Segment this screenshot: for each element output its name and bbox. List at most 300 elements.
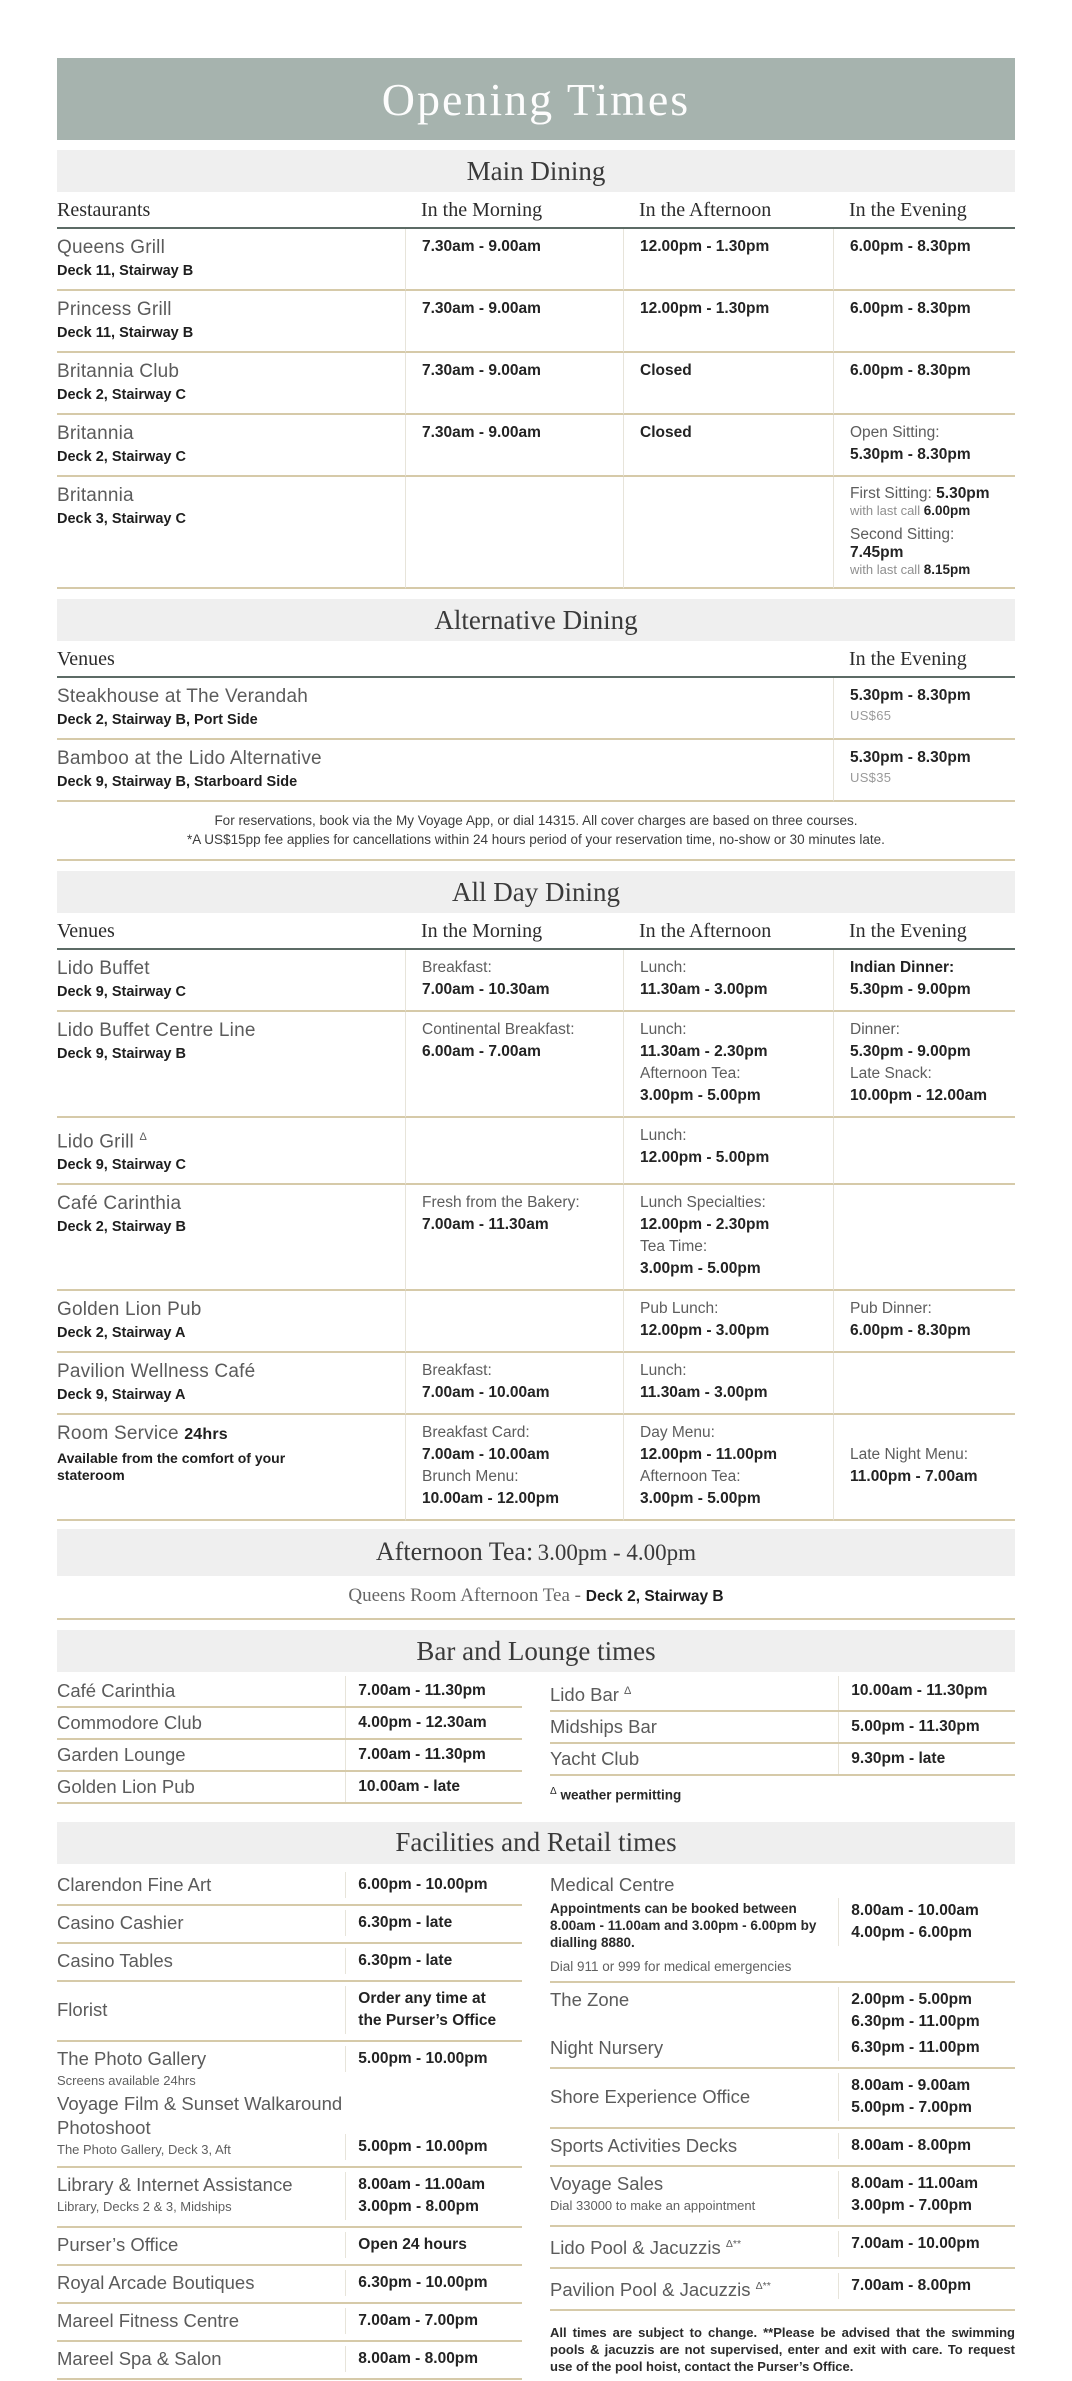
- bar-lounge-right-column: [550, 1676, 1015, 1812]
- facility-row: [550, 1987, 1015, 2035]
- meal-time: 7.30am - 9.00am: [422, 424, 541, 441]
- facility-group: [550, 2069, 1015, 2129]
- facility-time: 6.30pm - 11.00pm: [851, 2038, 980, 2056]
- venue-name: Lido Grill $^\Delta$: [57, 1131, 148, 1153]
- facility-name: Voyage Film & Sunset Walkaround Photoshoot: [57, 2092, 343, 2138]
- facility-time: 3.00pm - 7.00pm: [851, 2196, 972, 2214]
- facility-group: [57, 2228, 522, 2266]
- time-cell: [833, 1353, 1015, 1415]
- bar-time: 7.00am - 11.30pm: [345, 1676, 522, 1706]
- facility-name: Voyage Sales: [550, 2172, 664, 2194]
- facility-name: Lido Pool & Jacuzzis $^{\Delta**}$: [550, 2237, 742, 2259]
- time-cell: [623, 1353, 833, 1415]
- facility-row: [57, 2091, 522, 2160]
- facility-time: the Purser’s Office: [358, 2011, 497, 2029]
- facility-label-block: [57, 1997, 345, 2023]
- time-cell: [623, 1118, 833, 1185]
- sitting-line: [850, 485, 1005, 503]
- meal-label: Lunch Specialties:: [640, 1194, 766, 1212]
- reservation-note-line: For reservations, book via the My Voyage App, or dial 14315. All cover charges are based on three courses.: [214, 813, 858, 828]
- meal-time: 7.30am - 9.00am: [422, 362, 541, 379]
- section-bar-main-dining: [57, 150, 1015, 192]
- afternoon-tea-venue-deck: Deck 2, Stairway B: [585, 1588, 724, 1606]
- facility-group: [57, 2042, 522, 2168]
- reservation-notes: [57, 802, 1015, 861]
- sitting-time: 5.30pm: [936, 485, 990, 502]
- facility-times: [838, 1987, 1015, 2035]
- facility-sub: Screens available 24hrs: [57, 2072, 196, 2088]
- time-cell: [833, 1185, 1015, 1291]
- pool-footnote-marker: Δ**: [755, 2280, 771, 2293]
- time-cell: [405, 1118, 623, 1185]
- meal-time: 12.00pm - 5.00pm: [640, 1149, 770, 1166]
- facility-time: 7.00am - 10.00pm: [851, 2234, 980, 2252]
- facility-name: The Photo Gallery: [57, 2047, 207, 2069]
- weather-permitting-marker: Δ: [139, 1131, 148, 1143]
- meal-label: Afternoon Tea:: [640, 1065, 741, 1082]
- facility-row: [57, 1872, 522, 1898]
- facility-name: Casino Cashier: [57, 1911, 184, 1933]
- time-cell: [405, 950, 623, 1012]
- venue-name: Steakhouse at The Verandah: [57, 686, 308, 707]
- dining-row: [57, 1291, 1015, 1353]
- facility-row: [550, 2133, 1015, 2159]
- meal-time: 6.00pm - 8.30pm: [850, 300, 971, 317]
- venue-deck: Deck 3, Stairway C: [57, 511, 186, 527]
- facility-times: [838, 1898, 1015, 1946]
- time-cell: [833, 678, 1015, 740]
- facility-label-block: [57, 2308, 345, 2334]
- facility-row: [550, 2171, 1015, 2219]
- medical-centre-block: [550, 1868, 1015, 1983]
- facility-row: [57, 2172, 522, 2220]
- facility-times: [838, 2231, 1015, 2257]
- facility-time: 6.30pm - 10.00pm: [358, 2273, 488, 2291]
- facility-times: [838, 2035, 1015, 2061]
- bar-name: Lido Bar $^\Delta$: [550, 1684, 632, 1706]
- bar-row: [57, 1740, 522, 1772]
- facility-time: 6.30pm - late: [358, 1951, 453, 1969]
- bar-row: [57, 1772, 522, 1804]
- cover-charge: US$35: [850, 770, 892, 785]
- column-header: Venues: [57, 641, 833, 678]
- venue-cell: [57, 678, 833, 740]
- facility-label-block: [57, 2270, 345, 2296]
- medical-emergency-text: Dial 911 or 999 for medical emergencies: [550, 1958, 792, 1974]
- facility-name: Medical Centre: [550, 1873, 675, 1895]
- bar-time: 5.00pm - 11.30pm: [838, 1712, 1015, 1742]
- facility-time: 8.00am - 8.00pm: [851, 2136, 972, 2154]
- time-cell: [833, 740, 1015, 802]
- facility-times: [838, 2073, 1015, 2121]
- section-bar-facilities: [57, 1822, 1015, 1864]
- meal-label: Brunch Menu:: [422, 1468, 519, 1486]
- meal-label: Lunch:: [640, 959, 687, 976]
- venue-cell: [57, 740, 833, 802]
- time-cell: [623, 1415, 833, 1521]
- meal-label: Breakfast Card:: [422, 1424, 530, 1442]
- alternative-dining-table: [57, 641, 1015, 802]
- time-cell: [623, 229, 833, 291]
- facility-time: 7.00am - 7.00pm: [358, 2311, 479, 2329]
- venue-deck: Deck 11, Stairway B: [57, 325, 194, 341]
- facility-name: Royal Arcade Boutiques: [57, 2271, 255, 2293]
- venue-cell: [57, 1118, 405, 1185]
- facility-time: 8.00am - 8.00pm: [358, 2349, 479, 2367]
- meal-time: 5.30pm - 8.30pm: [850, 749, 971, 766]
- afternoon-tea-time-value: 3.00pm - 4.00pm: [537, 1540, 697, 1566]
- venue-name: Britannia Club: [57, 361, 180, 382]
- bar-row: [550, 1676, 1015, 1712]
- medical-appointments-text: Appointments can be booked between 8.00am - 11.00am and 3.00pm - 6.00pm by dialling 8880.: [550, 1900, 817, 1950]
- facility-group: [57, 2168, 522, 2228]
- afternoon-tea-venue: [57, 1576, 1015, 1620]
- bar-lounge-columns: [57, 1676, 1015, 1812]
- facility-group: [550, 2227, 1015, 2269]
- facility-time: 4.00pm - 6.00pm: [851, 1923, 972, 1941]
- facility-group: [57, 2342, 522, 2380]
- sitting-last-call-time: 8.15pm: [923, 562, 971, 577]
- facility-group: [550, 1983, 1015, 2069]
- facility-name: Shore Experience Office: [550, 2085, 751, 2107]
- facility-row: [57, 1986, 522, 2034]
- sitting-last-call-time: 6.00pm: [923, 503, 971, 518]
- meal-time: 12.00pm - 1.30pm: [640, 238, 770, 255]
- facility-label-block: [550, 2273, 838, 2303]
- sitting-info: [850, 485, 1005, 518]
- facility-row: [550, 1898, 1015, 1951]
- meal-time: 10.00am - 12.00pm: [422, 1490, 560, 1508]
- bar-name: Garden Lounge: [57, 1744, 186, 1766]
- meal-label: Lunch:: [640, 1021, 687, 1038]
- facility-name: Sports Activities Decks: [550, 2134, 738, 2156]
- facility-label-block: [550, 1987, 838, 2013]
- facility-times: [345, 2346, 522, 2372]
- dining-row: [57, 291, 1015, 353]
- facility-time: 2.00pm - 5.00pm: [851, 1990, 972, 2008]
- bar-row: [57, 1676, 522, 1708]
- bar-name: Golden Lion Pub: [57, 1776, 195, 1798]
- pool-footnote-marker: Δ**: [725, 2237, 742, 2250]
- facility-group: [57, 1944, 522, 1982]
- meal-time: 7.00am - 11.30am: [422, 1216, 549, 1234]
- venue-deck: Deck 9, Stairway B: [57, 1046, 186, 1062]
- meal-label: Dinner:: [850, 1021, 900, 1038]
- venue-deck: Deck 9, Stairway C: [57, 984, 186, 1000]
- venue-cell: [57, 229, 405, 291]
- meal-time: 11.30am - 3.00pm: [640, 1384, 768, 1402]
- meal-label: Pub Lunch:: [640, 1300, 719, 1318]
- column-header: Restaurants: [57, 192, 405, 229]
- venue-deck: Deck 9, Stairway A: [57, 1387, 186, 1404]
- facility-label-block: [550, 2133, 838, 2159]
- venue-deck: Deck 9, Stairway C: [57, 1157, 186, 1174]
- section-bar-bar-lounge: [57, 1630, 1015, 1672]
- bar-time: 10.00am - late: [345, 1772, 522, 1802]
- dining-row: [57, 1012, 1015, 1118]
- venue-deck: Deck 2, Stairway A: [57, 1325, 186, 1342]
- time-cell: [405, 1353, 623, 1415]
- facility-group: [550, 2167, 1015, 2227]
- facility-label-block: [550, 2035, 838, 2061]
- facility-time: 5.00pm - 10.00pm: [358, 2137, 488, 2155]
- dining-row: [57, 1353, 1015, 1415]
- venue-cell: [57, 1185, 405, 1291]
- meal-time: 12.00pm - 2.30pm: [640, 1216, 770, 1234]
- facility-row: [57, 1910, 522, 1936]
- venue-cell: [57, 1353, 405, 1415]
- time-cell: [405, 477, 623, 589]
- facility-row: [57, 1948, 522, 1974]
- time-cell: [405, 353, 623, 415]
- meal-label: Continental Breakfast:: [422, 1021, 575, 1038]
- sitting-info: [850, 526, 1005, 577]
- facility-sub: The Photo Gallery, Deck 3, Aft: [57, 2141, 231, 2157]
- meal-time: 5.30pm - 9.00pm: [850, 981, 971, 998]
- facility-sub: Dial 33000 to make an appointment: [550, 2197, 756, 2213]
- bar-row: [550, 1712, 1015, 1744]
- afternoon-tea-banner: [57, 1529, 1015, 1576]
- venue-cell: [57, 950, 405, 1012]
- meal-time: 7.00am - 10.00am: [422, 1446, 550, 1464]
- facility-name: Library & Internet Assistance: [57, 2173, 293, 2195]
- facility-name: Casino Tables: [57, 1949, 173, 1971]
- meal-label: Lunch:: [640, 1362, 687, 1380]
- meal-time: 3.00pm - 5.00pm: [640, 1490, 761, 1508]
- time-cell: [833, 1291, 1015, 1353]
- time-cell: [833, 950, 1015, 1012]
- section-title: Alternative Dining: [434, 604, 638, 635]
- time-cell: [623, 353, 833, 415]
- meal-time: 5.30pm - 8.30pm: [850, 687, 971, 704]
- meal-time: 3.00pm - 5.00pm: [640, 1087, 761, 1104]
- time-cell: [833, 1012, 1015, 1118]
- facility-label-block: [57, 2346, 345, 2372]
- facility-time: 6.30pm - late: [358, 1913, 453, 1931]
- venue-deck: Deck 2, Stairway B, Port Side: [57, 712, 258, 728]
- facilities-columns: [57, 1868, 1015, 2381]
- section-bar-alternative-dining: [57, 599, 1015, 641]
- facility-time: 8.00am - 11.00am: [358, 2175, 485, 2193]
- meal-time: 7.00am - 10.00am: [422, 1384, 550, 1402]
- column-header: In the Evening: [833, 641, 1015, 678]
- main-dining-table: [57, 192, 1015, 589]
- meal-time: 11.00pm - 7.00am: [850, 1468, 978, 1486]
- dining-row: [57, 477, 1015, 589]
- meal-label: Lunch:: [640, 1127, 687, 1144]
- venue-name: Bamboo at the Lido Alternative: [57, 748, 322, 769]
- section-title: Facilities and Retail times: [395, 1827, 677, 1858]
- sitting-last-call: with last call 6.00pm: [850, 503, 971, 518]
- meal-label: Late Snack:: [850, 1065, 932, 1082]
- facility-times: [345, 2172, 522, 2220]
- facilities-footer-block: [550, 2311, 1015, 2381]
- weather-permitting-marker: Δ: [550, 1786, 557, 1798]
- facility-row: [57, 2346, 522, 2372]
- section-title: All Day Dining: [452, 876, 620, 907]
- meal-label: Tea Time:: [640, 1238, 708, 1256]
- facility-time: 5.00pm - 7.00pm: [851, 2098, 972, 2116]
- bar-name: Commodore Club: [57, 1712, 202, 1734]
- venue-cell: [57, 353, 405, 415]
- time-cell: [833, 291, 1015, 353]
- venue-name: Room Service 24hrs: [57, 1423, 228, 1445]
- bar-name: Café Carinthia: [57, 1680, 176, 1702]
- page-content: [57, 0, 1015, 2381]
- time-cell: [405, 291, 623, 353]
- meal-time: 12.00pm - 11.00pm: [640, 1446, 777, 1464]
- facility-time: 6.00pm - 10.00pm: [358, 1875, 488, 1893]
- facility-times: [345, 2232, 522, 2258]
- time-cell: [833, 229, 1015, 291]
- facilities-right-column: [550, 1868, 1015, 2381]
- facility-group: [57, 1982, 522, 2042]
- time-cell: [405, 1012, 623, 1118]
- bar-time: 9.30pm - late: [838, 1744, 1015, 1774]
- meal-time: 12.00pm - 3.00pm: [640, 1322, 770, 1340]
- venue-name: Lido Buffet: [57, 958, 150, 979]
- facility-time: 3.00pm - 8.00pm: [358, 2197, 479, 2215]
- meal-time: 11.30am - 3.00pm: [640, 981, 768, 998]
- meal-time: 10.00pm - 12.00am: [850, 1087, 988, 1104]
- time-cell: [405, 229, 623, 291]
- venue-name: Queens Grill: [57, 237, 165, 258]
- meal-time: 12.00pm - 1.30pm: [640, 300, 770, 317]
- facility-name: Mareel Spa & Salon: [57, 2347, 222, 2369]
- venue-deck: Deck 2, Stairway C: [57, 449, 186, 465]
- meal-time: 7.30am - 9.00am: [422, 238, 541, 255]
- column-header: In the Morning: [405, 913, 623, 950]
- facility-time: 8.00am - 9.00am: [851, 2076, 971, 2094]
- section-title: Bar and Lounge times: [416, 1635, 656, 1666]
- time-cell: [623, 1012, 833, 1118]
- facility-times: [345, 2270, 522, 2296]
- venue-name: Pavilion Wellness Café: [57, 1361, 256, 1383]
- meal-label: Breakfast:: [422, 959, 492, 976]
- table-header-row: [57, 913, 1015, 950]
- meal-label: Day Menu:: [640, 1424, 715, 1442]
- time-cell: [405, 1185, 623, 1291]
- venue-name: Lido Buffet Centre Line: [57, 1020, 256, 1041]
- sitting-time: 7.45pm: [850, 544, 904, 561]
- time-cell: [833, 1118, 1015, 1185]
- dining-row: [57, 229, 1015, 291]
- sitting-label: First Sitting:: [850, 485, 937, 502]
- dining-row: [57, 1118, 1015, 1185]
- facility-name: Night Nursery: [550, 2036, 664, 2058]
- facility-times: [345, 1948, 522, 1974]
- facility-group: [57, 1868, 522, 1906]
- dining-row: [57, 1185, 1015, 1291]
- venue-cell: [57, 291, 405, 353]
- venue-cell: [57, 1291, 405, 1353]
- venue-name: Britannia: [57, 485, 134, 506]
- time-cell: [833, 415, 1015, 477]
- cover-charge: US$65: [850, 708, 892, 723]
- facility-name: Purser’s Office: [57, 2233, 179, 2255]
- facility-row: [550, 2073, 1015, 2121]
- facility-times: [345, 2046, 522, 2072]
- facilities-left-column: [57, 1868, 522, 2380]
- time-cell: [623, 950, 833, 1012]
- time-cell: [833, 477, 1015, 589]
- facility-row: [57, 2270, 522, 2296]
- bar-row: [550, 1744, 1015, 1776]
- all-day-dining-table: [57, 913, 1015, 1521]
- venue-deck: Deck 2, Stairway C: [57, 387, 186, 403]
- facility-label-block: [57, 2172, 345, 2217]
- facility-sub: Library, Decks 2 & 3, Midships: [57, 2198, 232, 2214]
- venue-cell: [57, 415, 405, 477]
- facility-label-block: [57, 2046, 345, 2091]
- time-cell: [405, 415, 623, 477]
- meal-label: Breakfast:: [422, 1362, 492, 1380]
- facility-row: [57, 2046, 522, 2091]
- facilities-footer-text: All times are subject to change. **Please be advised that the swimming pools & jacuzzis are not supervised, enter and exit with care. To request use of the pool hoist, contact the Purser’s Office.: [550, 2325, 1015, 2375]
- facility-label-block: [550, 2231, 838, 2261]
- time-cell: [405, 1291, 623, 1353]
- meal-time: 5.30pm - 8.30pm: [850, 446, 971, 463]
- meal-time: 6.00pm - 8.30pm: [850, 362, 971, 379]
- facility-label-block: [57, 1948, 345, 1974]
- facility-row: [550, 2035, 1015, 2061]
- facility-name: Pavilion Pool & Jacuzzis $^{\Delta**}$: [550, 2279, 771, 2301]
- dining-row: [57, 950, 1015, 1012]
- page-title: Opening Times: [381, 73, 691, 125]
- bar-name: Midships Bar: [550, 1716, 657, 1738]
- meal-label-bold: Indian Dinner:: [850, 959, 955, 976]
- facility-time: 5.00pm - 10.00pm: [358, 2049, 488, 2067]
- facility-times: [345, 2308, 522, 2334]
- sitting-line: [850, 526, 1005, 562]
- facility-name: Mareel Fitness Centre: [57, 2309, 239, 2331]
- meal-time: 6.00pm - 8.30pm: [850, 1322, 971, 1340]
- bar-lounge-left-column: [57, 1676, 522, 1804]
- facility-group: [57, 1906, 522, 1944]
- time-cell: [623, 1291, 833, 1353]
- facility-times: [345, 1872, 522, 1898]
- time-cell: [405, 1415, 623, 1521]
- meal-time: Closed: [640, 362, 692, 379]
- meal-time: 11.30am - 2.30pm: [640, 1043, 768, 1060]
- dining-row: [57, 415, 1015, 477]
- facility-group: [550, 2269, 1015, 2311]
- venue-name: Café Carinthia: [57, 1193, 182, 1215]
- bar-row: [57, 1708, 522, 1740]
- dining-row: [57, 1415, 1015, 1521]
- facility-name: Florist: [57, 1998, 108, 2020]
- facility-name: Clarendon Fine Art: [57, 1873, 212, 1895]
- bar-time: 7.00am - 11.30pm: [345, 1740, 522, 1770]
- column-header: Venues: [57, 913, 405, 950]
- page-title-banner: [57, 58, 1015, 140]
- section-bar-all-day-dining: [57, 871, 1015, 913]
- facility-group: [57, 2266, 522, 2304]
- venue-deck: Deck 2, Stairway B: [57, 1219, 186, 1236]
- facility-row: [57, 2308, 522, 2334]
- venue-name: Britannia: [57, 423, 134, 444]
- column-header: In the Afternoon: [623, 913, 833, 950]
- weather-permitting-marker: Δ: [624, 1685, 632, 1698]
- time-cell: [833, 1415, 1015, 1521]
- facility-times: [345, 2134, 522, 2160]
- meal-time: 5.30pm - 9.00pm: [850, 1043, 971, 1060]
- meal-label: Afternoon Tea:: [640, 1468, 741, 1486]
- time-cell: [623, 1185, 833, 1291]
- column-header: In the Afternoon: [623, 192, 833, 229]
- dining-row: [57, 353, 1015, 415]
- facility-time: 8.00am - 11.00am: [851, 2174, 978, 2192]
